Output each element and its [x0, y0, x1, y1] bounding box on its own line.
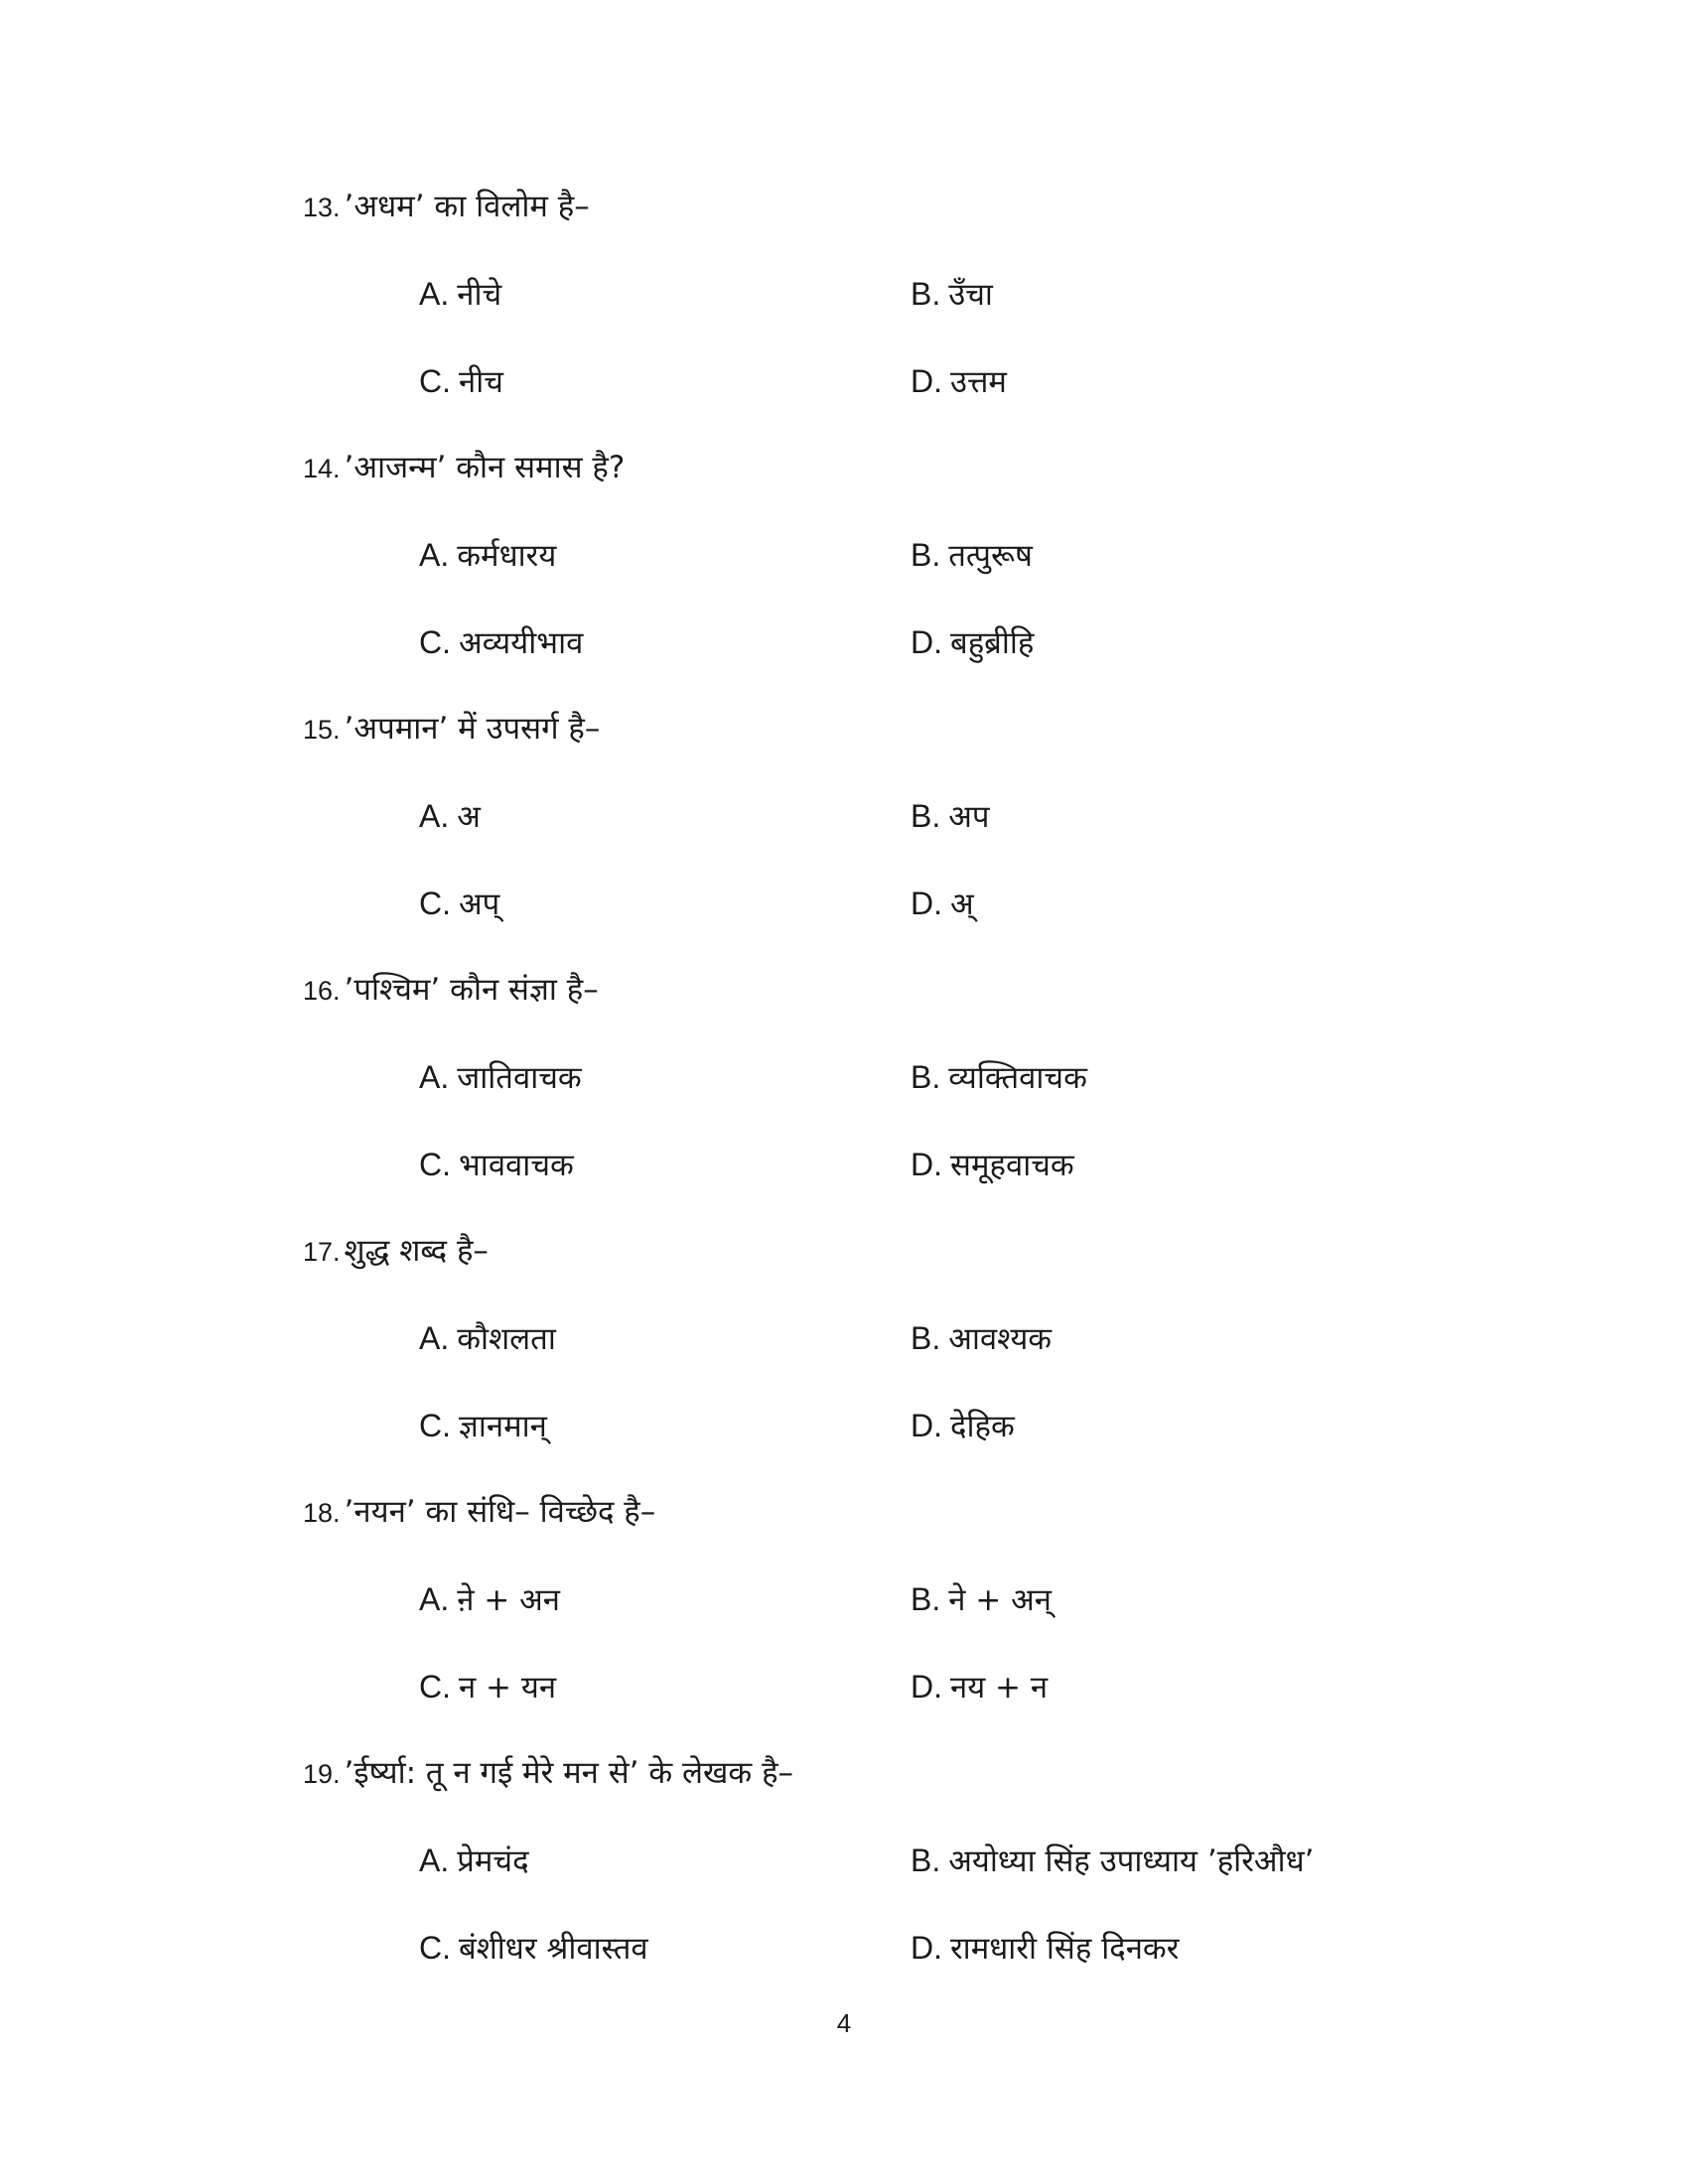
question-15: [303, 709, 1544, 971]
option-d[interactable]: [911, 1145, 1074, 1185]
option-row: [303, 1057, 1544, 1145]
option-a[interactable]: [419, 1318, 556, 1359]
question-16: [303, 970, 1544, 1232]
option-row: [303, 1928, 1544, 2015]
option-letter: C.: [419, 363, 451, 399]
option-text: समूहवाचक: [950, 1148, 1074, 1183]
page-number: 4: [836, 2008, 852, 2038]
option-c[interactable]: [419, 1406, 547, 1446]
option-a[interactable]: [419, 1579, 560, 1620]
option-text: न + यन: [459, 1670, 557, 1706]
option-row: [303, 1318, 1544, 1406]
option-row: [303, 1145, 1544, 1232]
question-17: [303, 1231, 1544, 1493]
option-text: जातिवाचक: [457, 1060, 582, 1096]
option-b[interactable]: [911, 1841, 1315, 1881]
option-letter: A.: [419, 537, 450, 573]
option-text: बंशीधर श्रीवास्तव: [459, 1931, 648, 1967]
question-14: [303, 448, 1544, 710]
option-text: भाववाचक: [459, 1148, 574, 1183]
option-d[interactable]: [911, 1406, 1015, 1446]
option-d[interactable]: [911, 361, 1007, 402]
option-c[interactable]: [419, 884, 499, 924]
option-d[interactable]: [911, 1667, 1048, 1707]
option-letter: B.: [911, 1059, 941, 1095]
option-letter: C.: [419, 1669, 451, 1705]
option-letter: C.: [419, 1408, 451, 1443]
option-text: नीच: [459, 364, 503, 400]
option-c[interactable]: [419, 1928, 648, 1969]
option-row: [303, 361, 1544, 449]
option-c[interactable]: [419, 622, 583, 663]
option-text: अ्: [950, 887, 974, 922]
option-text: अव्ययीभाव: [459, 625, 584, 661]
option-b[interactable]: [911, 1318, 1052, 1359]
option-b[interactable]: [911, 535, 1033, 576]
option-letter: D.: [911, 363, 942, 399]
option-letter: B.: [911, 798, 941, 834]
option-letter: C.: [419, 886, 451, 921]
option-text: अयोध्या सिंह उपाध्याय ’हरिऔध’: [948, 1843, 1315, 1879]
option-a[interactable]: [419, 796, 481, 837]
option-c[interactable]: [419, 361, 503, 402]
question-number: 16.: [303, 976, 341, 1006]
question-text: ’आजन्म’ कौन समास है?: [344, 450, 626, 485]
option-d[interactable]: [911, 622, 1034, 663]
option-a[interactable]: [419, 535, 556, 576]
question-number: 19.: [303, 1759, 341, 1789]
option-text: कर्मधारय: [457, 538, 557, 574]
option-row: [303, 1579, 1544, 1667]
option-text: अ: [457, 799, 481, 835]
option-row: [303, 1667, 1544, 1754]
option-text: व्यक्तिवाचक: [948, 1060, 1087, 1096]
question-number: 18.: [303, 1498, 341, 1528]
option-row: [303, 535, 1544, 622]
question-text: शुद्ध शब्द है–: [344, 1233, 489, 1269]
option-text: आवश्यक: [948, 1321, 1053, 1357]
option-text: उत्तम: [950, 364, 1007, 400]
option-a[interactable]: [419, 1841, 529, 1881]
option-a[interactable]: [419, 274, 501, 315]
option-text: उँचा: [948, 277, 993, 313]
option-letter: B.: [911, 537, 941, 573]
option-d[interactable]: [911, 1928, 1179, 1969]
option-row: [303, 884, 1544, 971]
option-text: कौशलता: [457, 1321, 556, 1357]
option-row: [303, 274, 1544, 361]
question-13: [303, 187, 1544, 449]
option-row: [303, 796, 1544, 884]
option-letter: A.: [419, 276, 450, 312]
option-letter: B.: [911, 276, 941, 312]
option-letter: D.: [911, 624, 942, 660]
question-text: ’ईर्ष्या: तू न गई मेरे मन से’ के लेखक है–: [344, 1755, 794, 1791]
option-text: प्रेमचंद: [457, 1843, 529, 1879]
option-letter: A.: [419, 1581, 450, 1617]
option-b[interactable]: [911, 1579, 1052, 1620]
option-letter: D.: [911, 886, 942, 921]
option-letter: A.: [419, 1059, 450, 1095]
option-row: [303, 622, 1544, 710]
option-letter: A.: [419, 798, 450, 834]
option-row: [303, 1406, 1544, 1493]
question-text: ’अपमान’ में उपसर्ग है–: [344, 711, 601, 747]
question-number: 17.: [303, 1237, 341, 1267]
question-number: 14.: [303, 454, 341, 483]
option-text: अप: [948, 799, 990, 835]
option-text: देहिक: [950, 1409, 1015, 1444]
option-text: तत्पुरूष: [948, 538, 1033, 574]
option-text: अप्: [459, 887, 500, 922]
question-text: ’अधम’ का विलोम है–: [344, 189, 590, 224]
option-text: रामधारी सिंह दिनकर: [950, 1931, 1180, 1967]
option-letter: B.: [911, 1581, 941, 1617]
option-letter: D.: [911, 1147, 942, 1182]
option-text: नय + न: [950, 1670, 1049, 1706]
option-b[interactable]: [911, 796, 990, 837]
option-row: [303, 1841, 1544, 1928]
option-letter: B.: [911, 1320, 941, 1356]
option-c[interactable]: [419, 1667, 556, 1707]
option-letter: D.: [911, 1408, 942, 1443]
option-text: ज्ञानमान्: [459, 1409, 547, 1444]
option-c[interactable]: [419, 1145, 574, 1185]
option-letter: A.: [419, 1320, 450, 1356]
question-number: 15.: [303, 715, 341, 745]
option-letter: C.: [419, 1147, 451, 1182]
option-letter: B.: [911, 1843, 941, 1878]
option-text: नीचे: [457, 277, 502, 313]
option-a[interactable]: [419, 1057, 582, 1098]
option-d[interactable]: [911, 884, 974, 924]
question-text: ’नयन’ का संधि– विच्छेद है–: [344, 1494, 656, 1530]
option-text: ने़ + अन: [457, 1582, 561, 1618]
option-b[interactable]: [911, 274, 993, 315]
option-text: ने + अन्: [948, 1582, 1053, 1618]
option-letter: D.: [911, 1930, 942, 1966]
option-text: बहुब्रीहि: [950, 625, 1035, 661]
question-number: 13.: [303, 193, 341, 222]
option-letter: C.: [419, 1930, 451, 1966]
question-18: [303, 1492, 1544, 1754]
option-letter: A.: [419, 1843, 450, 1878]
option-letter: C.: [419, 624, 451, 660]
question-text: ’पश्चिम’ कौन संज्ञा है–: [344, 972, 599, 1008]
option-letter: D.: [911, 1669, 942, 1705]
option-b[interactable]: [911, 1057, 1087, 1098]
question-19: [303, 1753, 1544, 2015]
